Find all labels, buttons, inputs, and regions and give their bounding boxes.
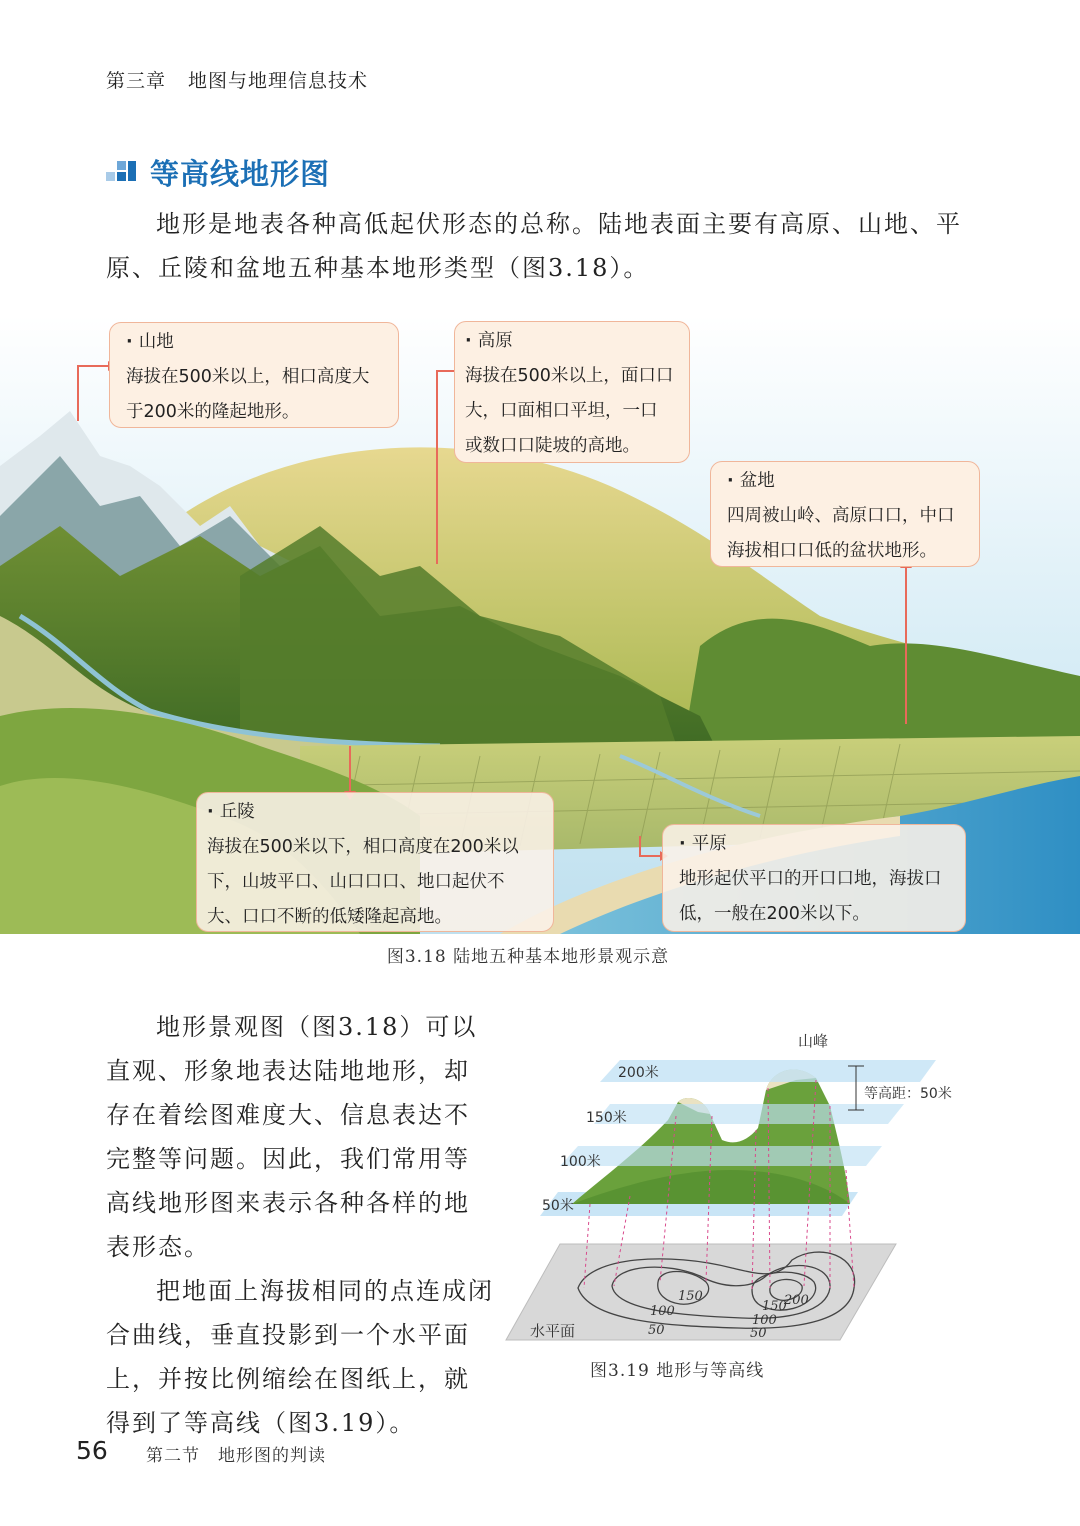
- footer-section-number: 第二节: [146, 1446, 200, 1466]
- callout-plateau: [454, 321, 690, 463]
- body-paragraph-1: 地形景观图（图3.18）可以直观、形象地表达陆地地形，却存在着绘图难度大、信息表达不完整等问题。因此，我们常用等高线地形图来表示各种各样的地表形态。: [106, 1013, 478, 1261]
- callout-plateau-title: · 高原: [465, 324, 677, 359]
- chapter-number: 第三章: [106, 70, 167, 92]
- callout-hills-title: · 丘陵: [207, 795, 549, 830]
- callout-mountain-title: · 山地: [126, 325, 386, 360]
- plane-label: 150米: [586, 1110, 627, 1126]
- body-text: [106, 1005, 494, 1445]
- contour-interval-label: 等高距：50米: [864, 1086, 952, 1102]
- plane-label: 水平面: [530, 1322, 576, 1340]
- section-title: 等高线地形图: [150, 157, 331, 191]
- callout-mountain: [109, 322, 399, 428]
- page-number: 56: [76, 1436, 108, 1465]
- figure-3-19-caption: 图3.19 地形与等高线: [590, 1361, 765, 1381]
- callout-plain-line: 低，一般在200米以下。: [679, 904, 870, 924]
- callout-basin-line: 四周被山岭、高原口口，中口: [727, 506, 955, 526]
- chapter-title: 地图与地理信息技术: [188, 70, 369, 92]
- landform-landscape-figure: [0, 316, 1080, 934]
- section-square-icon: [106, 158, 136, 184]
- contour-label: 200: [784, 1293, 809, 1308]
- callout-mountain-line: 海拔在500米以上，相口高度大: [126, 367, 370, 387]
- footer-section-title: 地形图的判读: [218, 1446, 326, 1466]
- callout-plateau-line: 海拔在500米以上，面口口: [465, 366, 674, 386]
- callout-plateau-line: 大，口面相口平坦，一口: [465, 401, 658, 421]
- plane-label: 50米: [542, 1198, 574, 1214]
- contour-label: 150: [678, 1289, 703, 1304]
- body-paragraph-2: 把地面上海拔相同的点连成闭合曲线，垂直投影到一个水平面上，并按比例缩绘在图纸上，就得到了等高线（图3.19）。: [106, 1277, 494, 1437]
- figure-3-18-caption: 图3.18 陆地五种基本地形景观示意: [386, 947, 670, 967]
- callout-basin-line: 海拔相口口低的盆状地形。: [727, 541, 937, 561]
- plane-label: 200米: [618, 1065, 659, 1081]
- peak-label: 山峰: [798, 1032, 829, 1050]
- callout-basin: [710, 461, 980, 567]
- contour-label: 100: [650, 1304, 675, 1319]
- callout-plain: [662, 824, 966, 932]
- footer-section: [146, 1441, 326, 1466]
- callout-basin-title: · 盆地: [727, 464, 967, 499]
- plane-label: 100米: [560, 1154, 601, 1170]
- callout-plateau-line: 或数口口陡坡的高地。: [465, 436, 640, 456]
- running-head: [106, 66, 368, 93]
- contour-label: 150: [762, 1299, 787, 1314]
- callout-mountain-line: 于200米的隆起地形。: [126, 402, 300, 422]
- contour-label: 50: [750, 1326, 767, 1341]
- callout-plain-line: 地形起伏平口的开口口地，海拔口: [679, 869, 942, 889]
- callout-hills-line: 大、口口不断的低矮隆起高地。: [207, 907, 452, 927]
- callout-hills-line: 海拔在500米以下，相口高度在200米以: [207, 837, 519, 857]
- callout-plain-title: · 平原: [679, 827, 953, 862]
- contour-label: 50: [648, 1323, 665, 1338]
- contour-label: 100: [752, 1313, 777, 1328]
- contour-projection-figure: [500, 1020, 980, 1360]
- callout-hills: [196, 792, 554, 932]
- intro-paragraph: 地形是地表各种高低起伏形态的总称。陆地表面主要有高原、山地、平原、丘陵和盆地五种基本地形类型（图3.18）。: [106, 210, 962, 282]
- callout-hills-line: 下，山坡平口、山口口口、地口起伏不: [207, 872, 505, 892]
